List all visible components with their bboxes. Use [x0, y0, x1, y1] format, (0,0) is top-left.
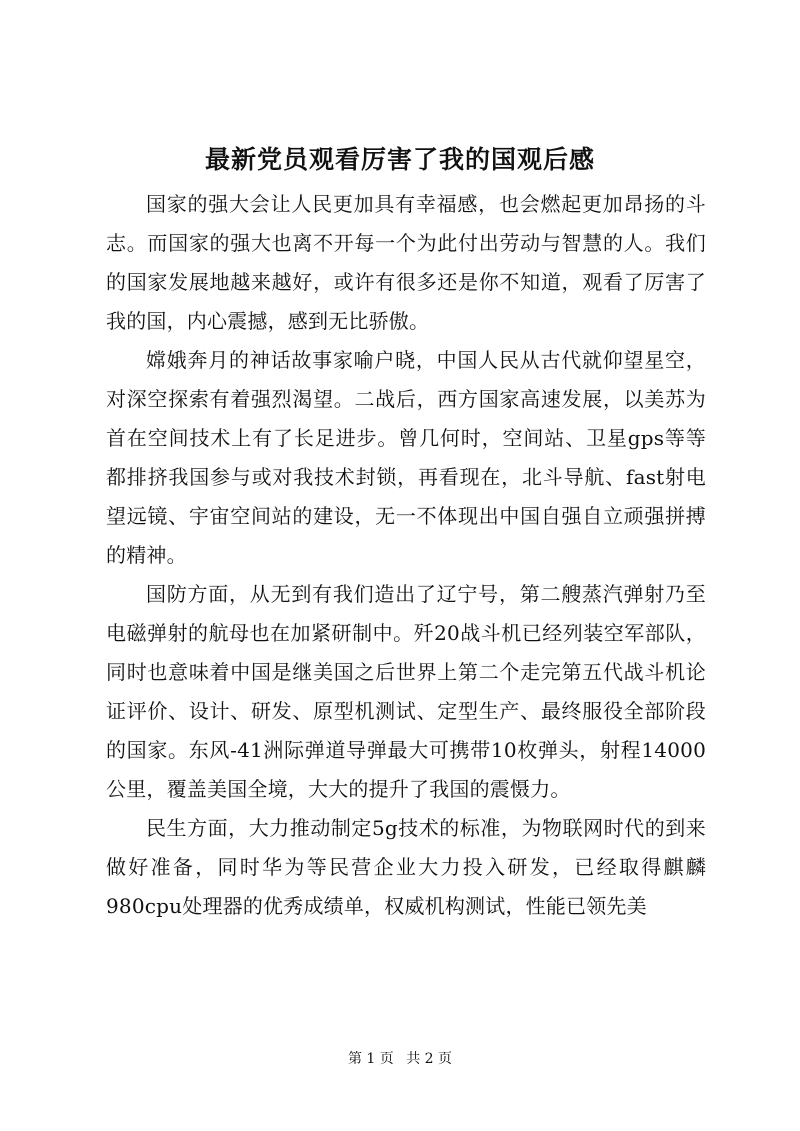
page-total: 共 2 页	[406, 1051, 453, 1067]
page-footer	[0, 1049, 800, 1069]
paragraph-3: 国防方面，从无到有我们造出了辽宁号，第二艘蒸汽弹射乃至电磁弹射的航母也在加紧研制中。歼20战斗机已经列装空军部队，同时也意味着中国是继美国之后世界上第二个走完第五代战斗机论证评价、设计、研发、原型机测试、定型生产、最终服役全部阶段的国家。东风-41洲际弹道导弹最大可携带10枚弹头，射程14000公里，覆盖美国全境，大大的提升了我国的震慑力。	[106, 582, 706, 801]
page-number: 第 1 页	[347, 1051, 394, 1067]
paragraph-4: 民生方面，大力推动制定5g技术的标准，为物联网时代的到来做好准备，同时华为等民营企业大力投入研发，已经取得麒麟980cpu处理器的优秀成绩单，权威机构测试，性能已领先美	[106, 816, 706, 918]
document-body	[106, 185, 706, 926]
document-title: 最新党员观看厉害了我的国观后感	[204, 145, 595, 174]
paragraph-2: 嫦娥奔月的神话故事家喻户晓，中国人民从古代就仰望星空，对深空探索有着强烈渴望。二战后，西方国家高速发展，以美苏为首在空间技术上有了长足进步。曾几何时，空间站、卫星gps等等都排挤我国参与或对我技术封锁，再看现在，北斗导航、fast射电望远镜、宇宙空间站的建设，无一不体现出中国自强自立顽强拼搏的精神。	[106, 348, 706, 567]
paragraph-1: 国家的强大会让人民更加具有幸福感，也会燃起更加昂扬的斗志。而国家的强大也离不开每一个为此付出劳动与智慧的人。我们的国家发展地越来越好，或许有很多还是你不知道，观看了厉害了我的国，内心震撼，感到无比骄傲。	[106, 192, 706, 333]
